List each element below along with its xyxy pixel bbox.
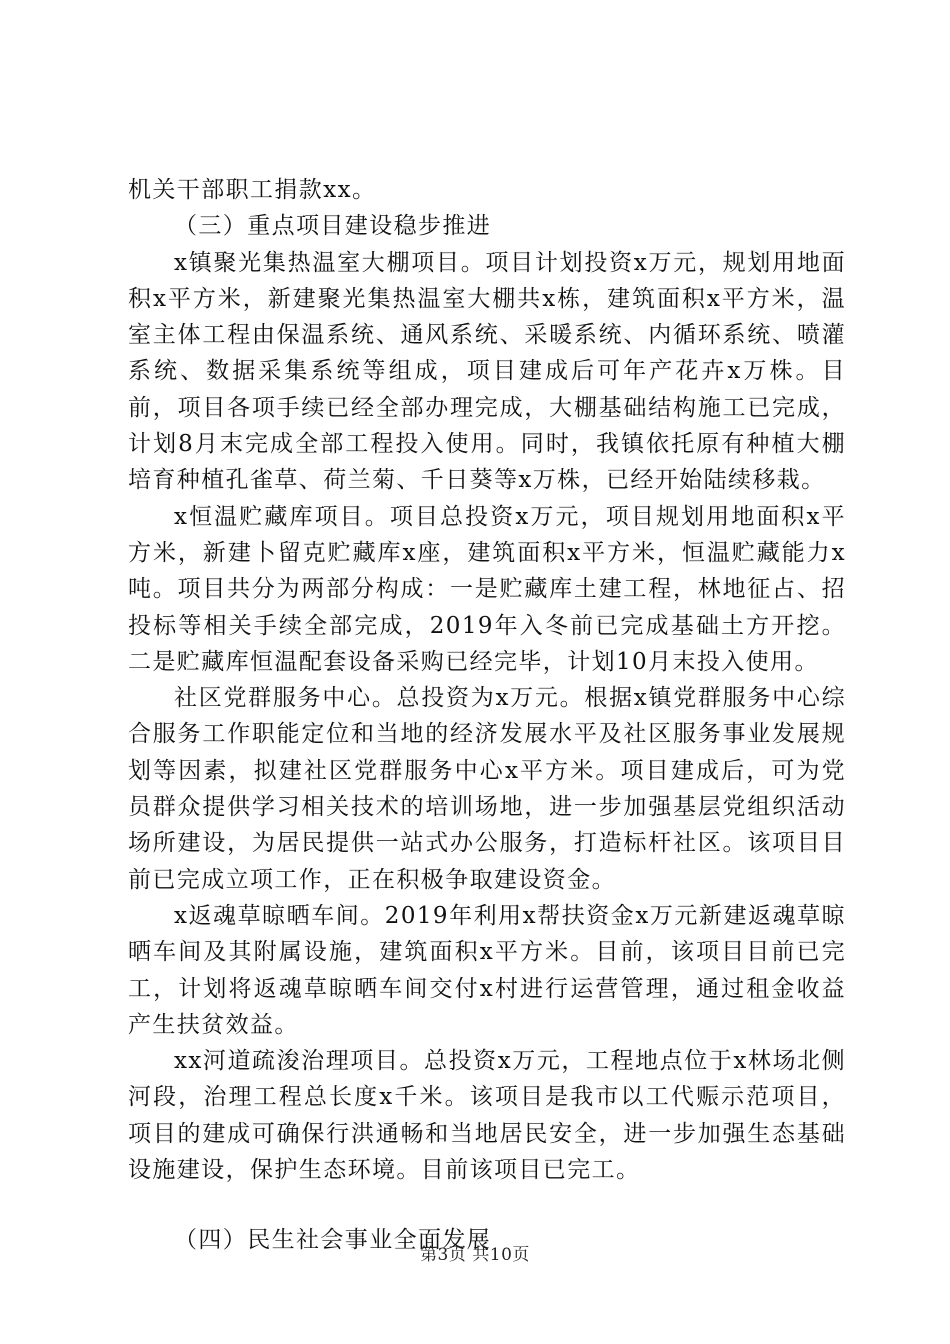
paragraph-service-center: 社区党群服务中心。总投资为x万元。根据x镇党群服务中心综合服务工作职能定位和当地的经济发展水平及社区服务事业发展规划等因素，拟建社区党群服务中心x平方米。项目建成后，可为党员群众提供学习相关技术的培训场地，进一步加强基层党组织活动场所建设，为居民提供一站式办公服务，打造标杆社区。该项目目前已完成立项工作，正在积极争取建设资金。 [128,685,846,893]
page-footer [0,1240,950,1265]
paragraph-donation: 机关干部职工捐款xx。 [128,177,377,203]
document-body [128,172,846,1259]
paragraph-greenhouse-project: x镇聚光集热温室大棚项目。项目计划投资x万元，规划用地面积x平方米，新建聚光集热温室大棚共x栋，建筑面积x平方米，温室主体工程由保温系统、通风系统、采暖系统、内循环系统、喷灌系统、数据采集系统等组成，项目建成后可年产花卉x万株。目前，项目各项手续已经全部办理完成，大棚基础结构施工已完成，计划8月末完成全部工程投入使用。同时，我镇依托原有种植大棚培育种植孔雀草、荷兰菊、千日葵等x万株，已经开始陆续移栽。 [128,249,846,494]
page-number: 第3页 共10页 [420,1245,530,1265]
section-heading-key-projects: （三）重点项目建设稳步推进 [174,213,492,240]
paragraph-river-dredging: xx河道疏浚治理项目。总投资x万元，工程地点位于x林场北侧河段，治理工程总长度x千米。该项目是我市以工代赈示范项目，项目的建成可确保行洪通畅和当地居民安全，进一步加强生态基础设施建设，保护生态环境。目前该项目已完工。 [128,1048,846,1184]
paragraph-storage-project: x恒温贮藏库项目。项目总投资x万元，项目规划用地面积x平方米，新建卜留克贮藏库x座，建筑面积x平方米，恒温贮藏能力x吨。项目共分为两部分构成：一是贮藏库土建工程，林地征占、招投标等相关手续全部完成，2019年入冬前已完成基础土方开挖。二是贮藏库恒温配套设备采购已经完毕，计划10月末投入使用。 [128,503,846,675]
section-heading-livelihood: （四）民生社会事业全面发展 [174,1227,492,1254]
paragraph-drying-workshop: x返魂草晾晒车间。2019年利用x帮扶资金x万元新建返魂草晾晒车间及其附属设施，建筑面积x平方米。目前，该项目目前已完工，计划将返魂草晾晒车间交付x村进行运营管理，通过租金收益产生扶贫效益。 [128,902,846,1038]
